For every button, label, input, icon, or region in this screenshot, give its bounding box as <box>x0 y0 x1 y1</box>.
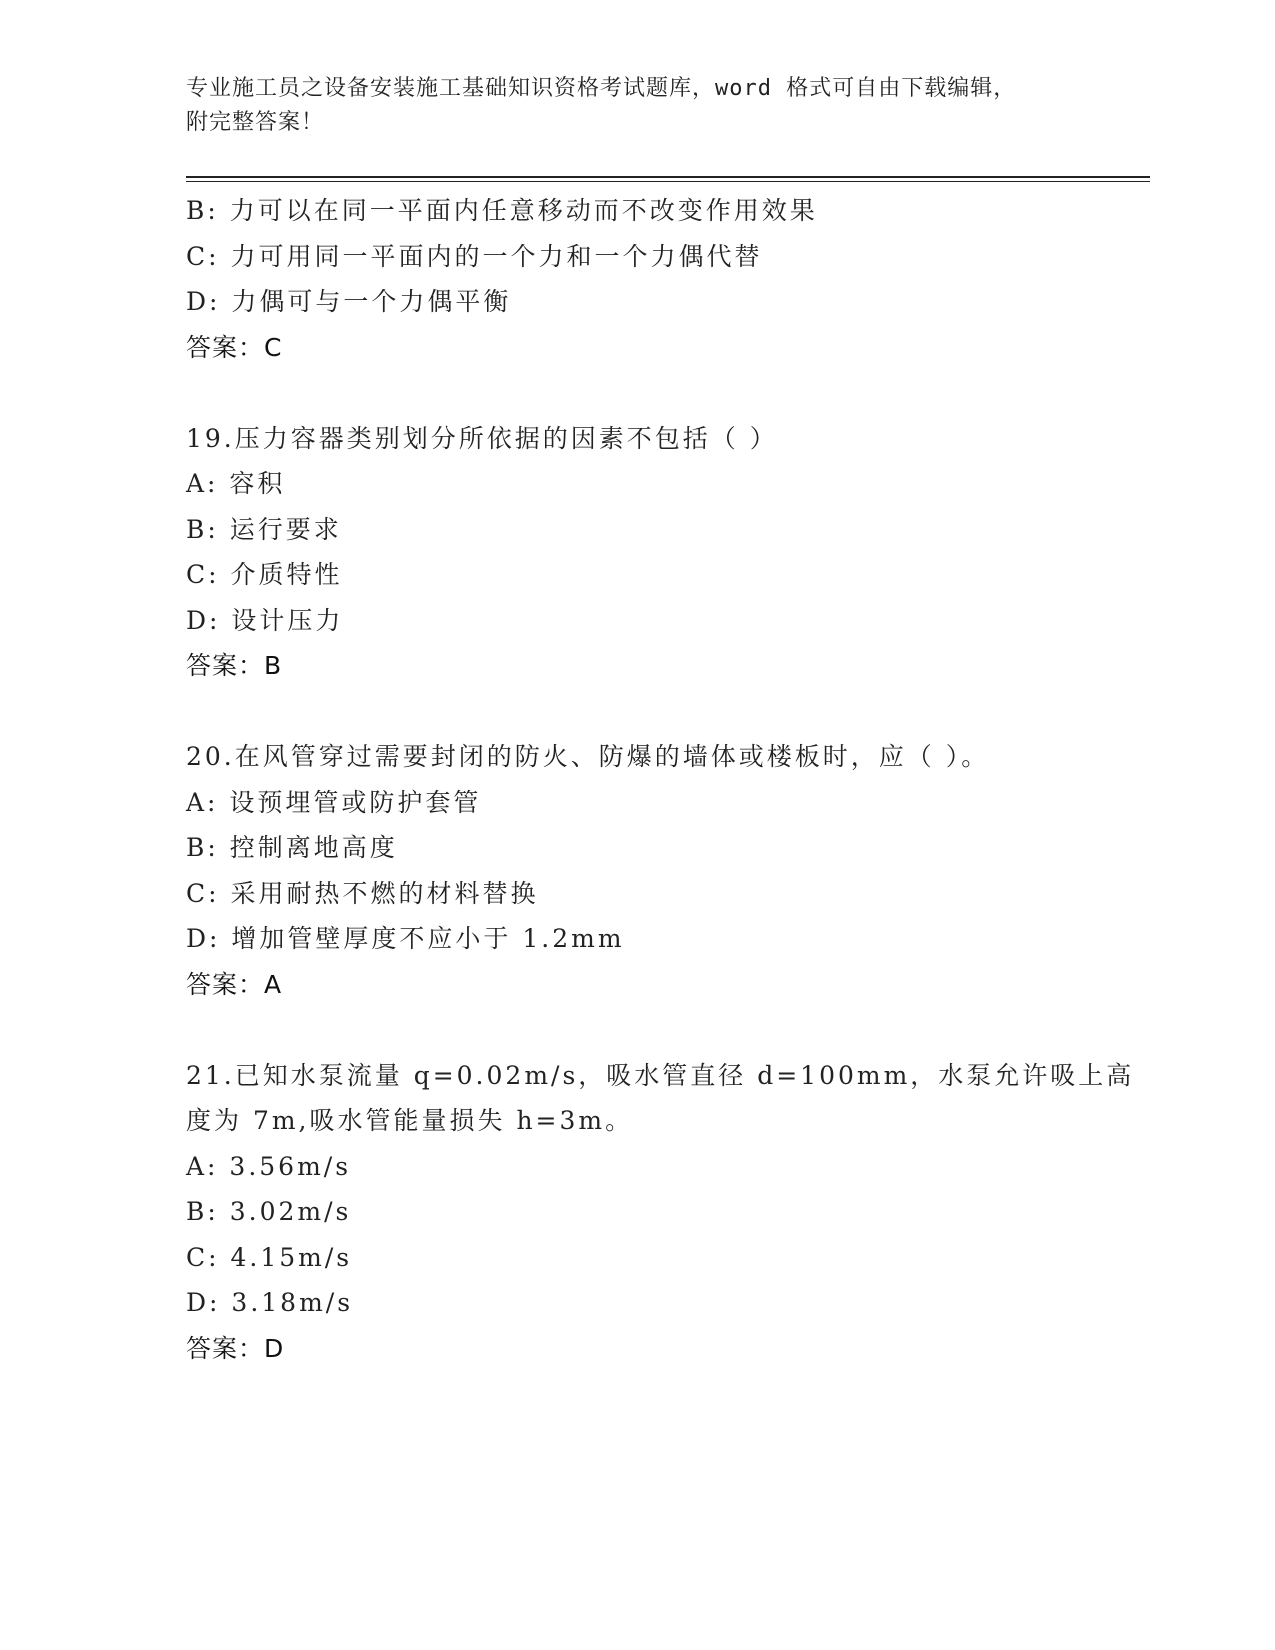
option-a: A: 3.56m/s <box>186 1151 352 1181</box>
question-stem-line-2: 度为 7m,吸水管能量损失 h=3m。 <box>186 1106 634 1135</box>
option-c: C: 力可用同一平面内的一个力和一个力偶代替 <box>186 241 763 271</box>
option-d: D: 力偶可与一个力偶平衡 <box>186 287 512 316</box>
header-line-1: 专业施工员之设备安装施工基础知识资格考试题库，word 格式可自由下载编辑， <box>186 76 1017 101</box>
option-d: D: 3.18m/s <box>186 1288 354 1317</box>
document-header <box>186 72 1066 140</box>
question-21 <box>186 1053 1135 1372</box>
question-stem: 19.压力容器类别划分所依据的因素不包括（ ） <box>186 423 778 453</box>
spacer <box>186 689 1086 735</box>
option-b: B: 运行要求 <box>186 514 342 544</box>
question-stem: 20.在风管穿过需要封闭的防火、防爆的墙体或楼板时，应（ ）。 <box>186 742 990 771</box>
answer-label: 答案：D <box>186 1333 285 1363</box>
header-divider-thin <box>186 181 1150 182</box>
header-line-2: 附完整答案！ <box>186 110 325 135</box>
option-d: D: 增加管壁厚度不应小于 1.2mm <box>186 924 625 953</box>
header-divider-thick <box>186 176 1150 178</box>
option-a: A: 容积 <box>186 469 286 498</box>
option-b: B: 3.02m/s <box>186 1197 352 1226</box>
option-d: D: 设计压力 <box>186 605 344 635</box>
question-20 <box>186 734 1086 1007</box>
option-b: B: 控制离地高度 <box>186 833 398 862</box>
option-c: C: 4.15m/s <box>186 1242 353 1272</box>
option-c: C: 采用耐热不燃的材料替换 <box>186 878 539 908</box>
option-b: B: 力可以在同一平面内任意移动而不改变作用效果 <box>186 196 818 225</box>
question-18-partial <box>186 188 1086 370</box>
question-stem-line-1: 21.已知水泵流量 q=0.02m/s，吸水管直径 d=100mm，水泵允许吸上高 <box>186 1060 1135 1090</box>
option-c: C: 介质特性 <box>186 560 343 589</box>
spacer <box>186 1007 1086 1053</box>
answer-label: 答案：B <box>186 651 283 680</box>
option-a: A: 设预埋管或防护套管 <box>186 787 482 817</box>
answer-label: 答案：A <box>186 969 283 999</box>
question-19 <box>186 416 1086 689</box>
question-list <box>186 188 1135 1371</box>
answer-label: 答案：C <box>186 332 283 362</box>
spacer <box>186 370 1086 416</box>
